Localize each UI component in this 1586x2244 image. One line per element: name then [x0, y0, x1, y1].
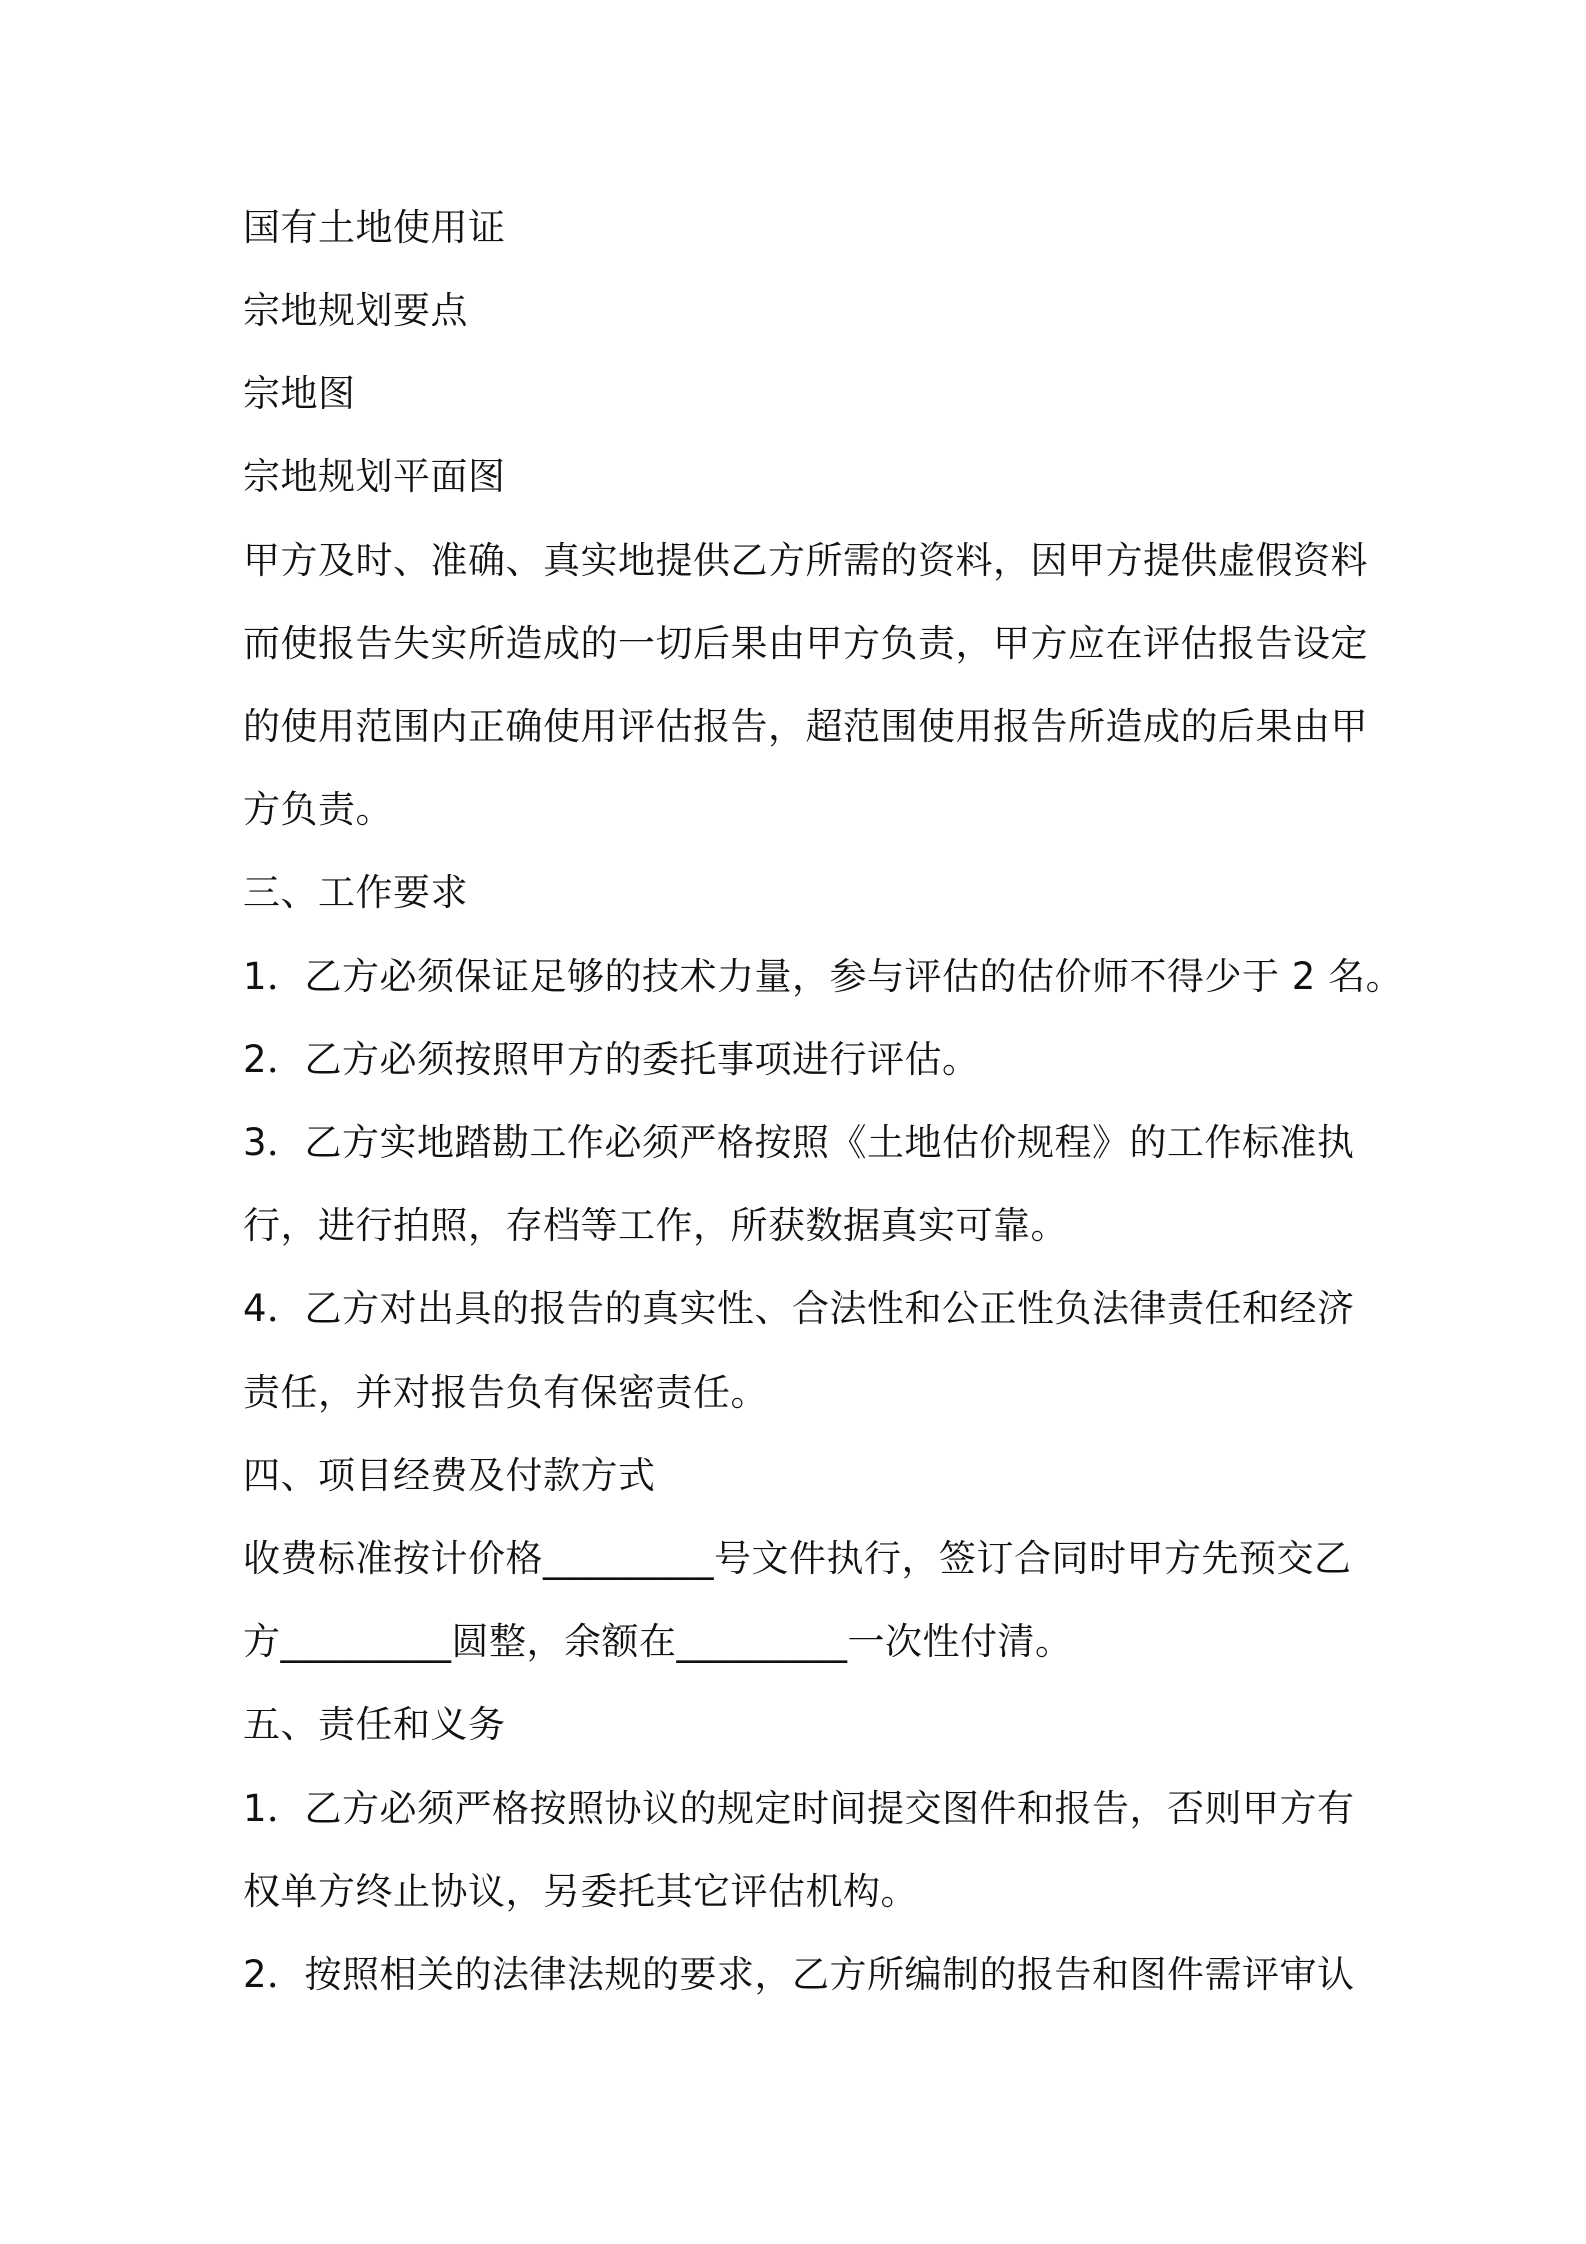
text-line: 收费标准按计价格_________号文件执行，签订合同时甲方先预交乙	[243, 1537, 1352, 1580]
text-line: 责任，并对报告负有保密责任。	[243, 1371, 768, 1414]
text-line: 宗地规划要点	[243, 289, 468, 332]
text-line: 方_________圆整，余额在_________一次性付清。	[243, 1620, 1073, 1663]
list-item: 2．乙方必须按照甲方的委托事项进行评估。	[243, 1038, 980, 1081]
section-heading: 四、项目经费及付款方式	[243, 1454, 656, 1497]
text-line: 方负责。	[243, 788, 393, 831]
text-line: 的使用范围内正确使用评估报告，超范围使用报告所造成的后果由甲	[243, 705, 1368, 748]
text-line: 宗地图	[243, 372, 356, 415]
section-heading: 五、责任和义务	[243, 1703, 506, 1746]
text-line: 行，进行拍照，存档等工作，所获数据真实可靠。	[243, 1204, 1068, 1247]
text-line: 国有土地使用证	[243, 206, 506, 249]
list-item: 3．乙方实地踏勘工作必须严格按照《土地估价规程》的工作标准执	[243, 1121, 1355, 1164]
section-heading: 三、工作要求	[243, 871, 468, 914]
text-line: 甲方及时、准确、真实地提供乙方所需的资料，因甲方提供虚假资料	[243, 539, 1368, 582]
list-item: 2．按照相关的法律法规的要求，乙方所编制的报告和图件需评审认	[243, 1953, 1355, 1996]
list-item: 1．乙方必须严格按照协议的规定时间提交图件和报告，否则甲方有	[243, 1787, 1355, 1830]
list-item: 4．乙方对出具的报告的真实性、合法性和公正性负法律责任和经济	[243, 1287, 1355, 1330]
text-line: 而使报告失实所造成的一切后果由甲方负责，甲方应在评估报告设定	[243, 622, 1368, 665]
text-line: 权单方终止协议，另委托其它评估机构。	[243, 1870, 918, 1913]
text-line: 宗地规划平面图	[243, 455, 506, 498]
list-item: 1．乙方必须保证足够的技术力量，参与评估的估价师不得少于 2 名。	[243, 955, 1404, 998]
